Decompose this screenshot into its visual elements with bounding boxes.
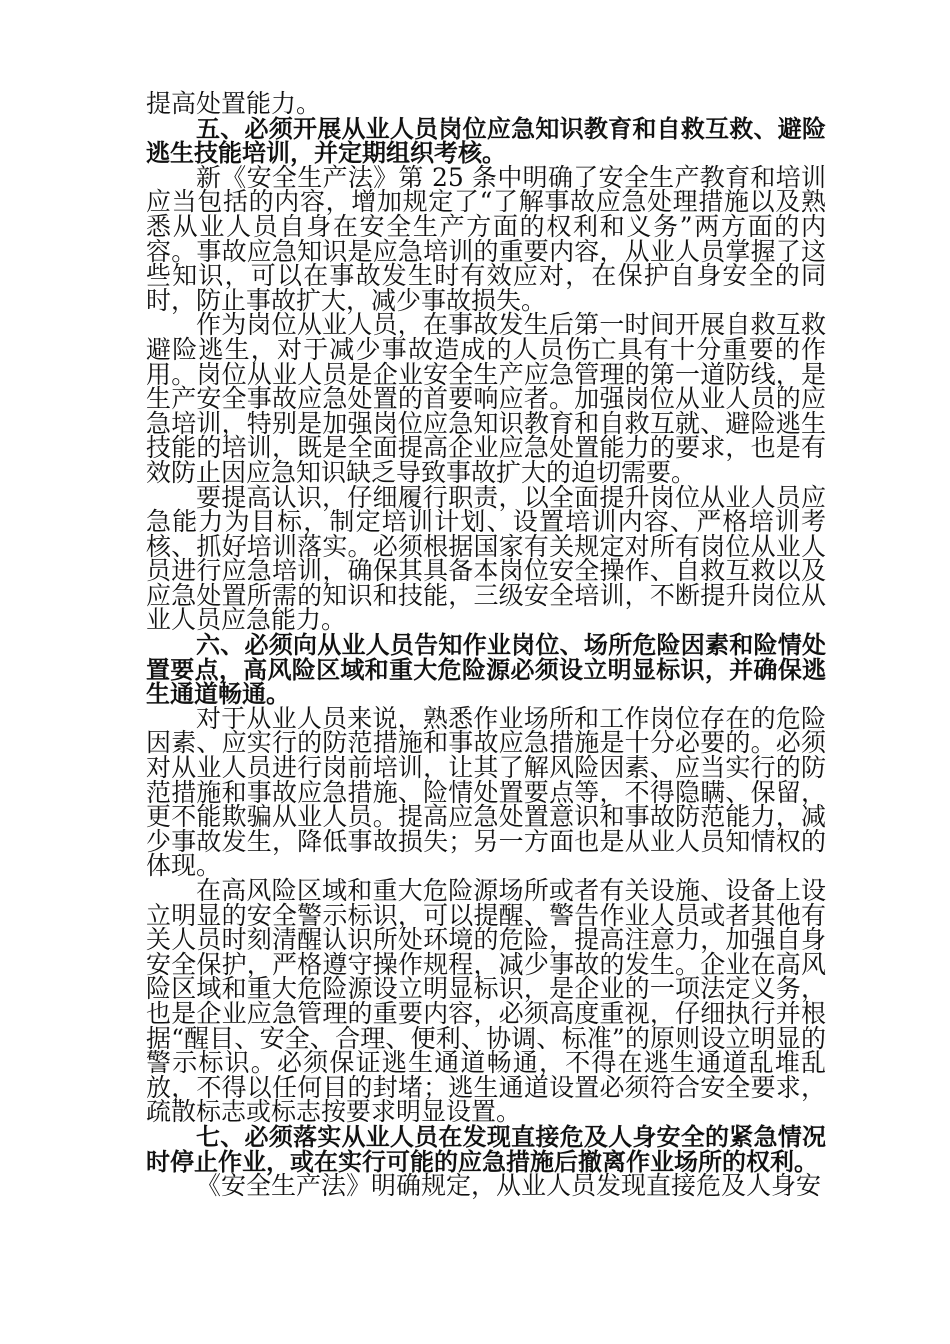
body-paragraph: 作为岗位从业人员，在事故发生后第一时间开展自救互救避险逃生，对于减少事故造成的人员伤亡具有十分重要的作用。岗位从业人员是企业安全生产应急管理的第一道防线，是生产安全事故应急处置的首要响应者。加强岗位从业人员的应急培训，特别是加强岗位应急知识教育和自救互就、避险逃生技能的培训，既是全面提高企业应急处置能力的要求，也是有效防止因应急知识缺乏导致事故扩大的迫切需要。 xyxy=(146,310,826,487)
paragraph-continuation: 提高处置能力。 xyxy=(146,89,322,118)
section-heading-7: 七、必须落实从业人员在发现直接危及人身安全的紧急情况时停止作业，或在实行可能的应急措施后撤离作业场所的权利。 xyxy=(146,1122,826,1176)
body-paragraph: 《安全生产法》明确规定，从业人员发现直接危及人身安 xyxy=(196,1171,822,1201)
body-paragraph: 在高风险区域和重大危险源场所或者有关设施、设备上设立明显的安全警示标识，可以提醒、警告作业人员或者其他有关人员时刻清醒认识所处环境的危险，提高注意力，加强自身安全保护，严格遵守操作规程，减少事故的发生。企业在高风险区域和重大危险源设立明显标识，是企业的一项法定义务，也是企业应急管理的重要内容，必须高度重视，仔细执行并根据“醒目、安全、合理、便利、协调、标准”的原则设立明显的警示标识。必须保证逃生通道畅通，不得在逃生通道乱堆乱放，不得以任何目的封堵；逃生通道设置必须符合安全要求，疏散标志或标志按要求明显设置。 xyxy=(146,876,826,1127)
section-heading-5: 五、必须开展从业人员岗位应急知识教育和自救互救、避险逃生技能培训，并定期组织考核。 xyxy=(146,114,826,168)
section-heading-6: 六、必须向从业人员告知作业岗位、场所危险因素和险情处置要点，高风险区域和重大危险源必须设立明显标识，并确保逃生通道畅通。 xyxy=(146,631,826,709)
body-paragraph: 新《安全生产法》第 25 条中明确了安全生产教育和培训应当包括的内容，增加规定了“了解事故应急处理措施以及熟悉从业人员自身在安全生产方面的权利和义务”两方面的内容。事故应急知识是应急培训的重要内容，从业人员掌握了这些知识，可以在事故发生时有效应对，在保护自身安全的同时，防止事故扩大，减少事故损失。 xyxy=(146,162,826,315)
body-paragraph: 对于从业人员来说，熟悉作业场所和工作岗位存在的危险因素、应实行的防范措施和事故应急措施是十分必要的。必须对从业人员进行岗前培训，让其了解风险因素、应当实行的防范措施和事故应急措施、险情处置要点等，不得隐瞒、保留，更不能欺骗从业人员。提高应急处置意识和事故防范能力，减少事故发生，降低事故损失；另一方面也是从业人员知情权的体现。 xyxy=(146,703,826,881)
document-page xyxy=(146,89,826,1201)
body-paragraph: 要提高认识，仔细履行职责，以全面提升岗位从业人员应急能力为目标，制定培训计划、设置培训内容、严格培训考核、抓好培训落实。必须根据国家有关规定对所有岗位从业人员进行应急培训，确保其具备本岗位安全操作、自救互救以及应急处置所需的知识和技能，三级安全培训，不断提升岗位从业人员应急能力。 xyxy=(146,482,826,635)
